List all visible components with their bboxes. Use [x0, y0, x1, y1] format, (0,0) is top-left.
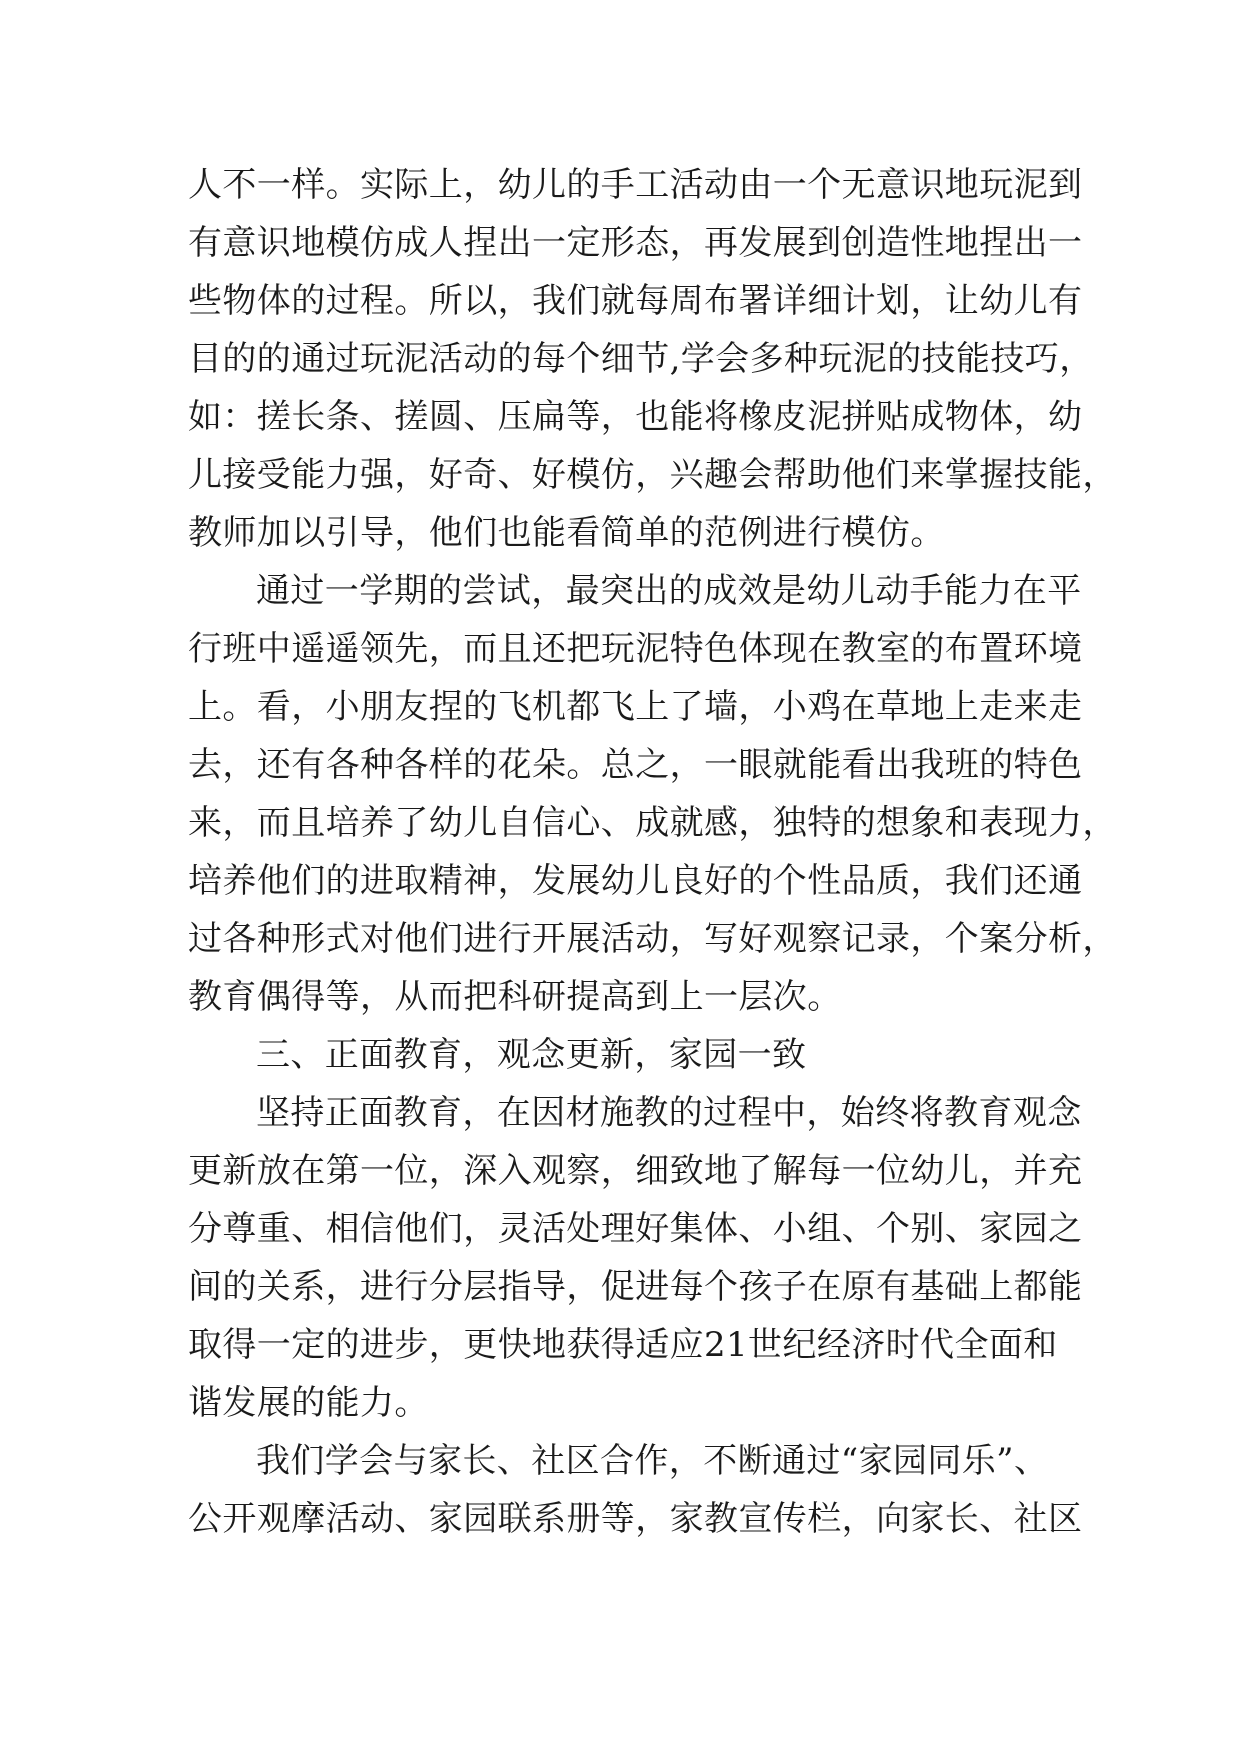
text-line: 培养他们的进取精神，发展幼儿良好的个性品质，我们还通 — [188, 861, 1083, 901]
paragraph-first-line: 我们学会与家长、社区合作，不断通过“家园同乐”、 — [256, 1441, 1049, 1481]
text-line: 儿接受能力强，好奇、好模仿，兴趣会帮助他们来掌握技能， — [188, 455, 1117, 495]
text-line: 谐发展的能力。 — [188, 1383, 429, 1423]
text-line: 教师加以引导，他们也能看简单的范例进行模仿。 — [188, 513, 945, 553]
text-line: 公开观摩活动、家园联系册等，家教宣传栏，向家长、社区 — [188, 1499, 1083, 1539]
text-line: 有意识地模仿成人捏出一定形态，再发展到创造性地捏出一 — [188, 223, 1083, 263]
text-line: 如：搓长条、搓圆、压扁等，也能将橡皮泥拼贴成物体，幼 — [188, 397, 1083, 437]
text-line: 取得一定的进步，更快地获得适应21世纪经济时代全面和 — [188, 1325, 1058, 1365]
text-line: 目的的通过玩泥活动的每个细节,学会多种玩泥的技能技巧， — [188, 339, 1094, 379]
text-line: 些物体的过程。所以，我们就每周布署详细计划，让幼儿有 — [188, 281, 1083, 321]
paragraph-first-line: 通过一学期的尝试，最突出的成效是幼儿动手能力在平 — [256, 571, 1082, 611]
paragraph-first-line: 坚持正面教育，在因材施教的过程中，始终将教育观念 — [256, 1093, 1082, 1133]
text-line: 间的关系，进行分层指导，促进每个孩子在原有基础上都能 — [188, 1267, 1083, 1307]
text-line: 过各种形式对他们进行开展活动，写好观察记录，个案分析， — [188, 919, 1117, 959]
text-line: 上。看，小朋友捏的飞机都飞上了墙，小鸡在草地上走来走 — [188, 687, 1083, 727]
text-line: 人不一样。实际上，幼儿的手工活动由一个无意识地玩泥到 — [188, 165, 1083, 205]
text-line: 分尊重、相信他们，灵活处理好集体、小组、个别、家园之 — [188, 1209, 1083, 1249]
text-line: 教育偶得等，从而把科研提高到上一层次。 — [188, 977, 842, 1017]
text-line: 行班中遥遥领先，而且还把玩泥特色体现在教室的布置环境 — [188, 629, 1083, 669]
text-line: 更新放在第一位，深入观察，细致地了解每一位幼儿，并充 — [188, 1151, 1083, 1191]
text-line: 去，还有各种各样的花朵。总之，一眼就能看出我班的特色 — [188, 745, 1083, 785]
section-heading: 三、正面教育，观念更新，家园一致 — [256, 1035, 807, 1075]
text-line: 来，而且培养了幼儿自信心、成就感，独特的想象和表现力， — [188, 803, 1117, 843]
